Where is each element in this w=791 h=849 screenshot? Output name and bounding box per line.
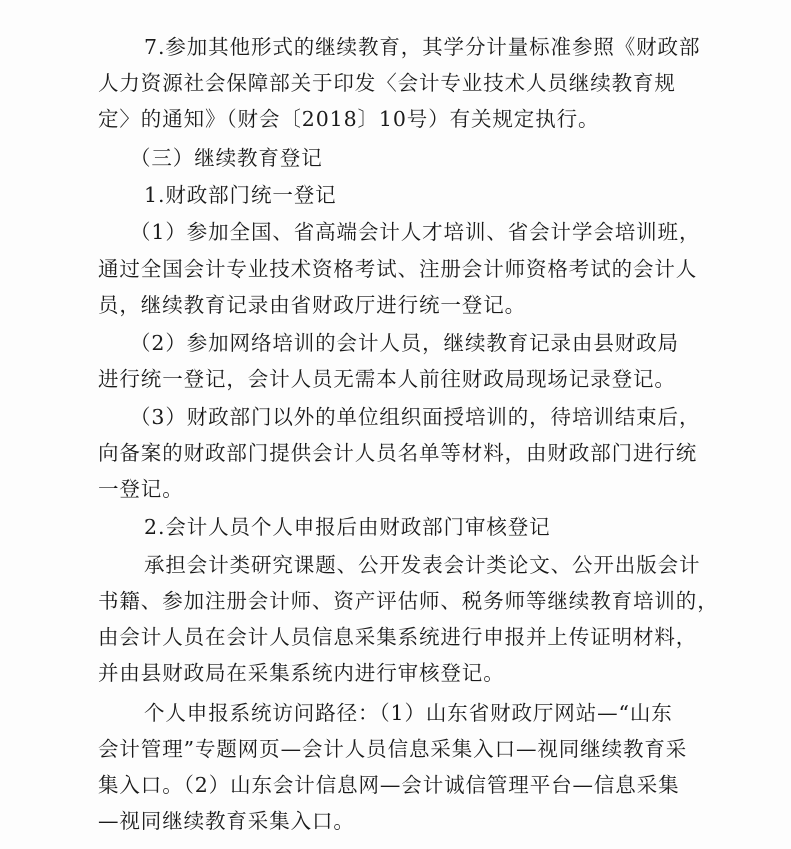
text-line: 个人申报系统访问路径：（1）山东省财政厅网站—“山东 xyxy=(144,701,673,725)
text-line: 通过全国会计专业技术资格考试、注册会计师资格考试的会计人 xyxy=(98,257,698,281)
text-line: 承担会计类研究课题、公开发表会计类论文、公开出版会计 xyxy=(144,553,701,577)
text-line: 进行统一登记，会计人员无需本人前往财政局现场记录登记。 xyxy=(98,367,676,391)
text-line: —视同继续教育采集入口。 xyxy=(98,809,355,833)
text-line: （2）参加网络培训的会计人员，继续教育记录由县财政局 xyxy=(130,331,679,355)
text-line: 并由县财政局在采集系统内进行审核登记。 xyxy=(98,661,505,685)
text-line: （1）参加全国、省高端会计人才培训、省会计学会培训班， xyxy=(130,220,701,244)
text-line: 书籍、参加注册会计师、资产评估师、税务师等继续教育培训的， xyxy=(98,589,719,613)
text-line: 员，继续教育记录由省财政厅进行统一登记。 xyxy=(98,293,526,317)
text-line: 人力资源社会保障部关于印发〈会计专业技术人员继续教育规 xyxy=(98,71,676,95)
subsection-heading: 2.会计人员个人申报后由财政部门审核登记 xyxy=(144,515,551,539)
text-line: （3）财政部门以外的单位组织面授培训的，待培训结束后， xyxy=(130,405,701,429)
text-line: 定〉的通知》（财会〔2018〕10号）有关规定执行。 xyxy=(98,107,600,131)
subsection-heading: 1.财政部门统一登记 xyxy=(144,183,337,207)
text-line: 集入口。（2）山东会计信息网—会计诚信管理平台—信息采集 xyxy=(98,773,680,797)
text-line: 7.参加其他形式的继续教育，其学分计量标准参照《财政部 xyxy=(144,35,701,59)
text-line: 向备案的财政部门提供会计人员名单等材料，由财政部门进行统 xyxy=(98,441,698,465)
text-line: 一登记。 xyxy=(98,477,184,501)
text-line: 由会计人员在会计人员信息采集系统进行申报并上传证明材料， xyxy=(98,625,698,649)
section-heading: （三）继续教育登记 xyxy=(130,146,323,170)
text-line: 会计管理”专题网页—会计人员信息采集入口—视同继续教育采 xyxy=(98,737,688,761)
